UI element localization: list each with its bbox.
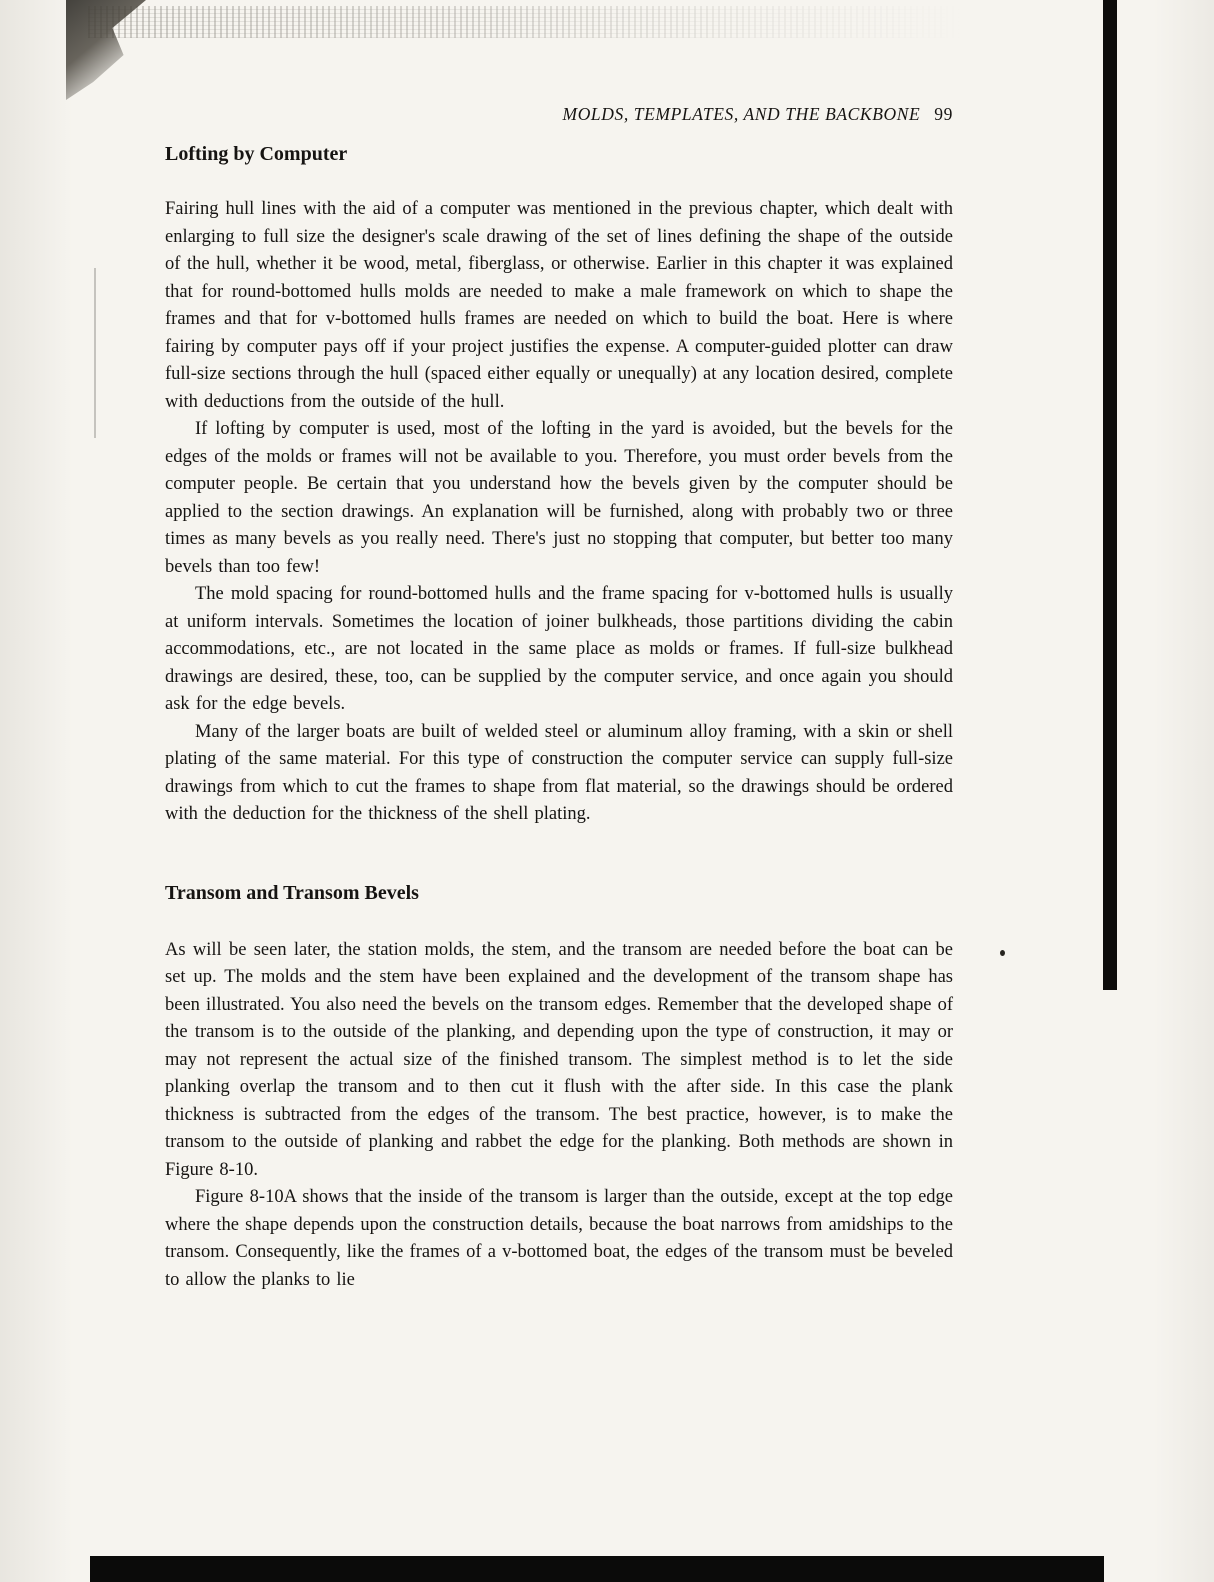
scan-artifact-band <box>88 6 968 38</box>
paragraph: Figure 8-10A shows that the inside of the transom is larger than the outside, except at the top edge where the shape depends upon the construction details, because the boat narrows from amidships to the transom. Consequently, like the frames of a v-bottomed boat, the edges of the transom must be beveled to allow the planks to lie <box>165 1187 953 1290</box>
scan-artifact-dot <box>1000 950 1005 956</box>
text-block <box>165 142 953 1294</box>
paragraph: If lofting by computer is used, most of the lofting in the yard is avoided, but the bevels for the edges of the molds or frames will not be available to you. Therefore, you must order bevels from the computer people. Be certain that you understand how the bevels given by the computer should be applied to the section drawings. An explanation will be furnished, along with probably two or three times as many bevels as you really need. There's just no stopping that computer, but better too many bevels than too few! <box>165 419 953 577</box>
page-number: 99 <box>934 104 953 124</box>
scan-artifact-left-line <box>94 268 96 438</box>
section-heading-lofting: Lofting by Computer <box>165 143 348 165</box>
paragraph: The mold spacing for round-bottomed hulls and the frame spacing for v-bottomed hulls is usually at uniform intervals. Sometimes the location of joiner bulkheads, those partitions dividing the cabin accommodations, etc., are not located in the same place as molds or frames. If full-size bulkhead drawings are desired, these, too, can be supplied by the computer service, and once again you should ask for the edge bevels. <box>165 584 953 714</box>
scan-artifact-bottom-bar <box>90 1556 1104 1582</box>
paragraph: Many of the larger boats are built of welded steel or aluminum alloy framing, with a skin or shell plating of the same material. For this type of construction the computer service can supply full-size drawings from which to cut the frames to shape from flat material, so the drawings should be ordered with the deduction for the thickness of the shell plating. <box>165 721 953 824</box>
paragraph: As will be seen later, the station molds, the stem, and the transom are needed before the boat can be set up. The molds and the stem have been explained and the development of the transom shape has been illustrated. You also need the bevels on the transom edges. Remember that the developed shape of the transom is to the outside of the planking, and depending upon the type of construction, it may or may not represent the actual size of the finished transom. The simplest method is to let the side planking overlap the transom and to then cut it flush with the after side. In this case the plank thickness is subtracted from the edges of the transom. The best practice, however, is to make the transom to the outside of planking and rabbet the edge for the planking. Both methods are shown in Figure 8-10. <box>165 939 953 1180</box>
scan-artifact-right-bar <box>1103 0 1117 990</box>
section-heading-transom: Transom and Transom Bevels <box>165 881 419 904</box>
running-header-title: MOLDS, TEMPLATES, AND THE BACKBONE <box>562 104 921 124</box>
running-header <box>165 104 953 125</box>
paragraph: Fairing hull lines with the aid of a computer was mentioned in the previous chapter, which dealt with enlarging to full size the designer's scale drawing of the set of lines defining the shape of the outside of the hull, whether it be wood, metal, fiberglass, or otherwise. Earlier in this chapter it was explained that for round-bottomed hulls molds are needed to make a male framework on which to shape the frames and that for v-bottomed hulls frames are needed on which to build the boat. Here is where fairing by computer pays off if your project justifies the expense. A computer-guided plotter can draw full-size sections through the hull (spaced either equally or unequally) at any location desired, complete with deductions from the outside of the hull. <box>165 199 953 412</box>
